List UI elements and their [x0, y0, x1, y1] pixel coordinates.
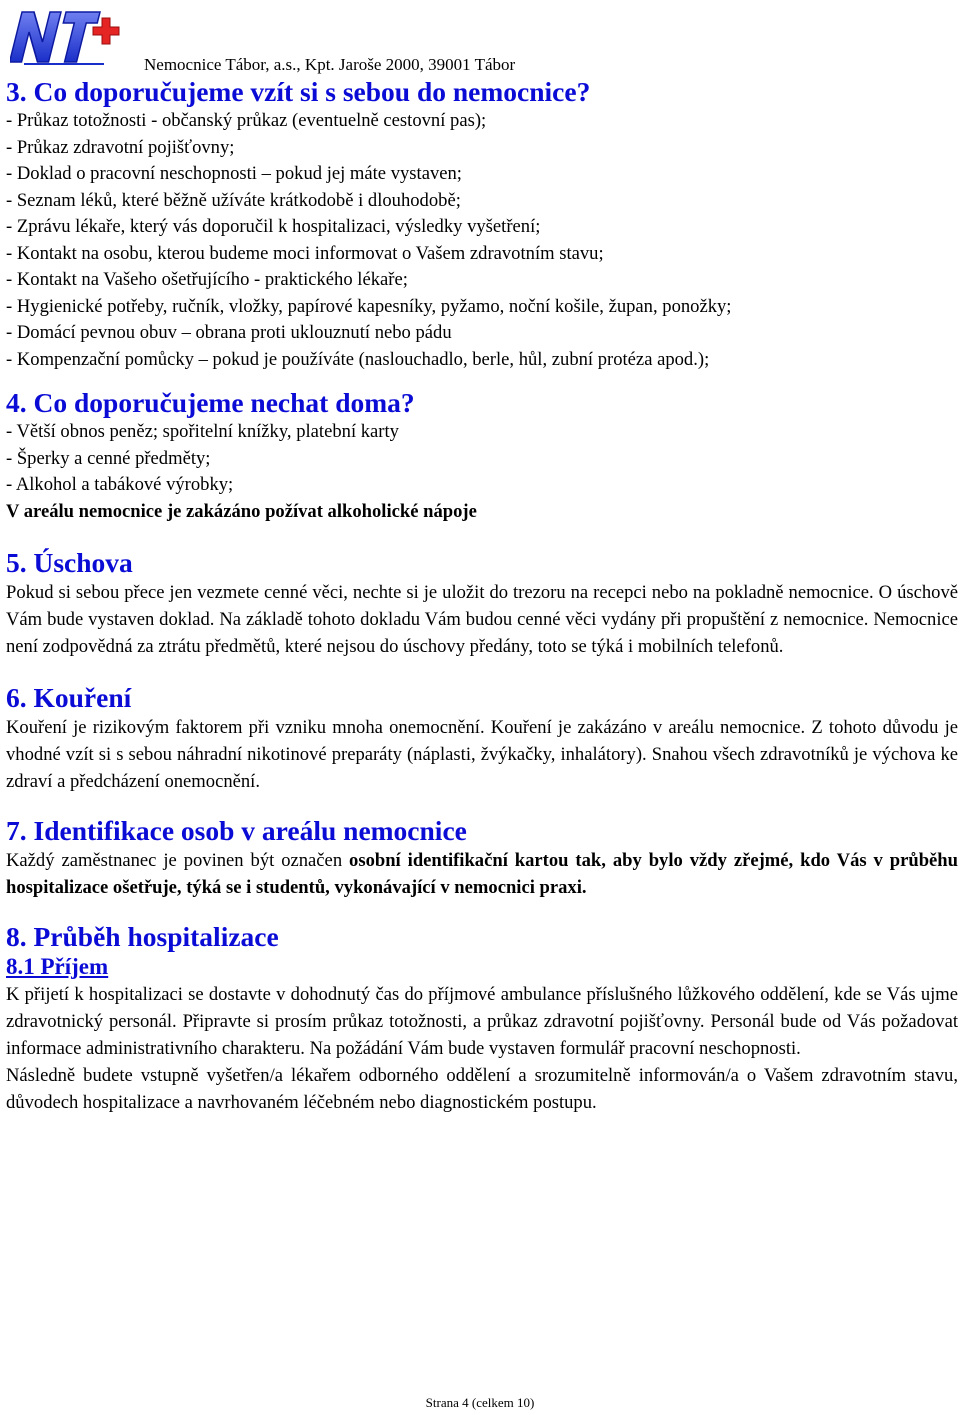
- section-6-heading: 6. Kouření: [6, 682, 132, 713]
- list-item: - Průkaz totožnosti - občanský průkaz (eventuelně cestovní pas);: [6, 110, 487, 131]
- section-8-heading: 8. Průběh hospitalizace: [6, 921, 279, 952]
- document-body: [6, 74, 958, 1116]
- section-7-heading: 7. Identifikace osob v areálu nemocnice: [6, 815, 467, 846]
- hospital-logo: [10, 4, 130, 70]
- page-number: Strana 4 (celkem 10): [425, 1395, 535, 1410]
- section-7-text-plain: Každý zaměstnanec je povinen být označen: [6, 850, 350, 871]
- alcohol-prohibition-note: V areálu nemocnice je zakázáno požívat alkoholické nápoje: [6, 500, 477, 522]
- section-5-heading: 5. Úschova: [6, 547, 133, 578]
- list-item: - Alkohol a tabákové výrobky;: [6, 474, 234, 495]
- section-7-text-bold: osobní identifikační kartou tak, aby bylo vždy zřejmé, kdo Vás v průběhu hospitalizace ošetřuje, týká se i studentů, vykonávající v nemocnici praxi.: [6, 850, 958, 898]
- list-item: - Hygienické potřeby, ručník, vložky, papírové kapesníky, pyžamo, noční košile, župan, ponožky;: [6, 295, 732, 317]
- list-item: - Seznam léků, které běžně užíváte krátkodobě i dlouhodobě;: [6, 189, 461, 211]
- list-item: - Kontakt na Vašeho ošetřujícího - praktického lékaře;: [6, 269, 408, 290]
- section-4-heading: 4. Co doporučujeme nechat doma?: [6, 387, 415, 418]
- section-5-text: Pokud si sebou přece jen vezmete cenné věci, nechte si je uložit do trezoru na recepci nebo na pokladně nemocnice. O úschově Vám bude vystaven doklad. Na základě tohoto dokladu Vám budou cenné věci vydány při propuštění z nemocnice. Nemocnice není zodpovědná za ztrátu předmětů, které nejsou do úschovy předány, toto se týká i mobilních telefonů.: [6, 582, 958, 657]
- list-item: - Kompenzační pomůcky – pokud je používáte (naslouchadlo, berle, hůl, zubní protéza apod.);: [6, 348, 710, 370]
- section-8-1-heading: 8.1 Příjem: [6, 954, 109, 979]
- section-8-1-text-1: K přijetí k hospitalizaci se dostavte v dohodnutý čas do příjmové ambulance příslušného lůžkového oddělení, kde se Vás ujme zdravotnický personál. Připravte si prosím průkaz totožnosti, a průkaz zdravotní pojišťovny. Personál bude od Vás požadovat informace administrativního charakteru. Na požádání Vám bude vystaven formulář pracovní neschopnosti.: [6, 984, 958, 1059]
- section-8-1-text-2: Následně budete vstupně vyšetřen/a lékařem odborného oddělení a srozumitelně informován/a o Vašem zdravotním stavu, důvodech hospitalizace a navrhovaném léčebném nebo diagnostickém postupu.: [6, 1065, 958, 1113]
- page-header: [4, 4, 954, 74]
- list-item: - Domácí pevnou obuv – obrana proti uklouznutí nebo pádu: [6, 322, 452, 343]
- list-item: - Doklad o pracovní neschopnosti – pokud jej máte vystaven;: [6, 163, 462, 184]
- list-item: - Šperky a cenné předměty;: [6, 447, 211, 469]
- section-6-text: Kouření je rizikovým faktorem při vzniku mnoha onemocnění. Kouření je zakázáno v areálu nemocnice. Z tohoto důvodu je vhodné vzít si s sebou náhradní nikotinové preparáty (náplasti, žvýkačky, inhalátory). Snahou všech zdravotníků je výchova ke zdraví a předcházení onemocnění.: [6, 717, 958, 792]
- hospital-address: Nemocnice Tábor, a.s., Kpt. Jaroše 2000, 39001 Tábor: [144, 55, 516, 74]
- section-3-heading: 3. Co doporučujeme vzít si s sebou do nemocnice?: [6, 76, 591, 107]
- section-7-text: [6, 847, 958, 901]
- section-4-list: [6, 419, 958, 525]
- section-3-list: [6, 108, 958, 373]
- list-item: - Kontakt na osobu, kterou budeme moci informovat o Vašem zdravotním stavu;: [6, 242, 604, 264]
- list-item: - Zprávu lékaře, který vás doporučil k hospitalizaci, výsledky vyšetření;: [6, 216, 541, 237]
- list-item: - Průkaz zdravotní pojišťovny;: [6, 136, 235, 158]
- list-item: - Větší obnos peněz; spořitelní knížky, platební karty: [6, 421, 399, 442]
